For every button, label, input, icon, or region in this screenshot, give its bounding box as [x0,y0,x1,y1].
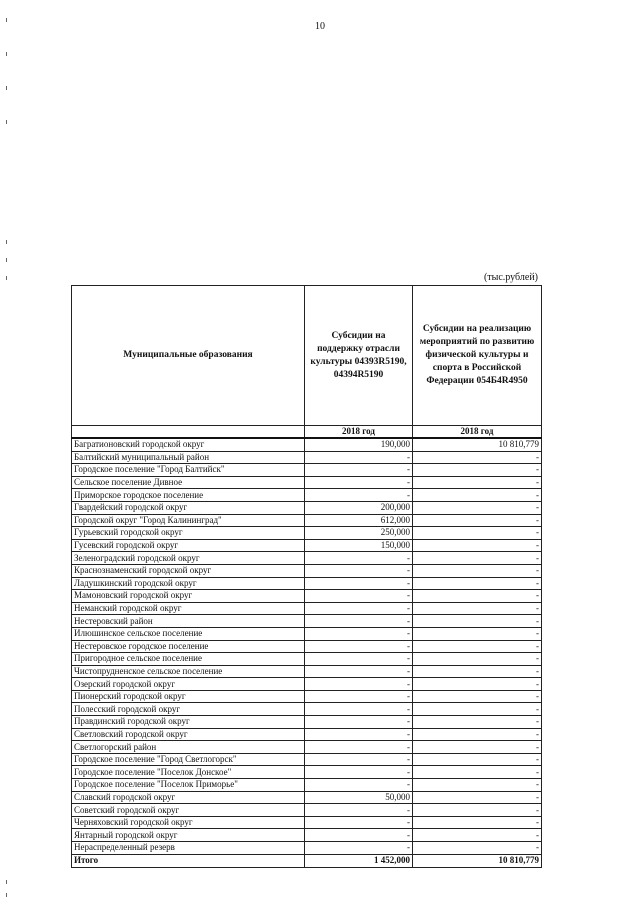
header-municipalities: Муниципальные образования [72,286,305,426]
municipality-name: Городское поселение "Поселок Донское" [72,766,305,779]
municipality-name: Нестеровский район [72,615,305,628]
margin-tick [6,276,7,280]
table-row [72,501,542,514]
table-row [72,476,542,489]
culture-value: 200,000 [305,501,413,514]
municipality-name: Краснознаменский городской округ [72,564,305,577]
culture-value: 612,000 [305,514,413,527]
culture-value: 250,000 [305,527,413,540]
header-sport-subsidy: Субсидии на реализацию мероприятий по развитию физической культуры и спорта в Российской Федерации 054Б4R4950 [413,286,542,426]
sport-value: - [413,552,542,565]
sport-value: - [413,741,542,754]
table-row [72,464,542,477]
table-row [72,779,542,792]
table-row [72,590,542,603]
sport-value: - [413,489,542,502]
culture-value: 150,000 [305,539,413,552]
sport-value: - [413,451,542,464]
table-row [72,539,542,552]
municipality-name: Ладушкинский городской округ [72,577,305,590]
margin-tick [6,120,7,124]
municipality-name: Сельское поселение Дивное [72,476,305,489]
culture-value: - [305,678,413,691]
total-row [72,854,542,867]
sport-value: - [413,816,542,829]
municipality-name: Нераспределенный резерв [72,842,305,855]
margin-tick [6,893,7,897]
table-row [72,829,542,842]
table-row [72,741,542,754]
table-year-row [72,426,542,439]
sport-value: - [413,476,542,489]
table-row [72,627,542,640]
municipality-name: Янтарный городской округ [72,829,305,842]
sport-value: - [413,514,542,527]
sport-value: - [413,564,542,577]
table-row [72,766,542,779]
table-row [72,753,542,766]
culture-value: - [305,577,413,590]
sport-value: - [413,590,542,603]
total-sport: 10 810,779 [413,854,542,867]
table-row [72,640,542,653]
table-row [72,564,542,577]
table-row [72,804,542,817]
culture-value: - [305,804,413,817]
municipality-name: Озерский городской округ [72,678,305,691]
municipality-name: Городской округ "Город Калининград" [72,514,305,527]
culture-value: - [305,816,413,829]
table-row [72,791,542,804]
table-row [72,678,542,691]
sport-value: - [413,716,542,729]
culture-value: - [305,451,413,464]
margin-tick [6,52,7,56]
municipality-name: Неманский городской округ [72,602,305,615]
municipality-name: Советский городской округ [72,804,305,817]
sport-value: - [413,501,542,514]
units-note: (тыс.рублей) [483,272,538,283]
culture-value: 190,000 [305,438,413,451]
municipality-name: Мамоновский городской округ [72,590,305,603]
culture-value: - [305,627,413,640]
culture-value: - [305,653,413,666]
culture-value: 50,000 [305,791,413,804]
municipality-name: Зеленоградский городской округ [72,552,305,565]
table-row [72,728,542,741]
table-row [72,527,542,540]
culture-value: - [305,728,413,741]
sport-value: - [413,577,542,590]
margin-tick [6,86,7,90]
scan-margin-marks [6,0,8,905]
table-row [72,690,542,703]
municipality-name: Городское поселение "Город Светлогорск" [72,753,305,766]
municipality-name: Гвардейский городской округ [72,501,305,514]
sport-value: - [413,766,542,779]
municipality-name: Балтийский муниципальный район [72,451,305,464]
sport-value: - [413,779,542,792]
table-row [72,665,542,678]
culture-value: - [305,741,413,754]
table-row [72,842,542,855]
culture-value: - [305,766,413,779]
table-row [72,577,542,590]
sport-value: - [413,791,542,804]
table-body [72,438,542,854]
table-row [72,716,542,729]
sport-value: - [413,728,542,741]
sport-value: - [413,678,542,691]
municipality-name: Багратионовский городской округ [72,438,305,451]
table-row [72,489,542,502]
municipality-name: Приморское городское поселение [72,489,305,502]
sport-value: - [413,703,542,716]
culture-value: - [305,690,413,703]
sport-value: - [413,804,542,817]
sport-value: - [413,527,542,540]
header-culture-subsidy: Субсидии на поддержку отрасли культуры 04393R5190, 04394R5190 [305,286,413,426]
culture-value: - [305,552,413,565]
sport-value: - [413,602,542,615]
municipality-name: Славский городской округ [72,791,305,804]
sport-value: 10 810,779 [413,438,542,451]
culture-value: - [305,716,413,729]
municipality-name: Черняховский городской округ [72,816,305,829]
municipality-name: Пригородное сельское поселение [72,653,305,666]
culture-value: - [305,703,413,716]
sport-value: - [413,690,542,703]
sport-value: - [413,842,542,855]
table-row [72,816,542,829]
year-culture: 2018 год [305,426,413,439]
total-culture: 1 452,000 [305,854,413,867]
margin-tick [6,240,7,244]
culture-value: - [305,829,413,842]
culture-value: - [305,753,413,766]
subsidies-table [71,285,542,868]
sport-value: - [413,627,542,640]
municipality-name: Полесский городской округ [72,703,305,716]
table-row [72,438,542,451]
culture-value: - [305,615,413,628]
sport-value: - [413,829,542,842]
sport-value: - [413,640,542,653]
page-number: 10 [315,21,325,32]
municipality-name: Пионерский городской округ [72,690,305,703]
table-row [72,514,542,527]
table-header-row [72,286,542,426]
municipality-name: Городское поселение "Поселок Приморье" [72,779,305,792]
sport-value: - [413,615,542,628]
municipality-name: Нестеровское городское поселение [72,640,305,653]
municipality-name: Илюшинское сельское поселение [72,627,305,640]
table-row [72,602,542,615]
culture-value: - [305,842,413,855]
year-sport: 2018 год [413,426,542,439]
sport-value: - [413,753,542,766]
municipality-name: Гусевский городской округ [72,539,305,552]
margin-tick [6,258,7,262]
culture-value: - [305,640,413,653]
sport-value: - [413,464,542,477]
total-label: Итого [72,854,305,867]
municipality-name: Светловский городской округ [72,728,305,741]
margin-tick [6,880,7,884]
year-blank-cell [72,426,305,439]
sport-value: - [413,653,542,666]
culture-value: - [305,476,413,489]
culture-value: - [305,489,413,502]
municipality-name: Гурьевский городской округ [72,527,305,540]
culture-value: - [305,602,413,615]
culture-value: - [305,779,413,792]
culture-value: - [305,590,413,603]
culture-value: - [305,464,413,477]
table-row [72,552,542,565]
table-row [72,615,542,628]
table-row [72,653,542,666]
culture-value: - [305,665,413,678]
municipality-name: Городское поселение "Город Балтийск" [72,464,305,477]
table-row [72,703,542,716]
municipality-name: Правдинский городской округ [72,716,305,729]
table-row [72,451,542,464]
municipality-name: Чистопрудненское сельское поселение [72,665,305,678]
sport-value: - [413,539,542,552]
culture-value: - [305,564,413,577]
municipality-name: Светлогорский район [72,741,305,754]
sport-value: - [413,665,542,678]
